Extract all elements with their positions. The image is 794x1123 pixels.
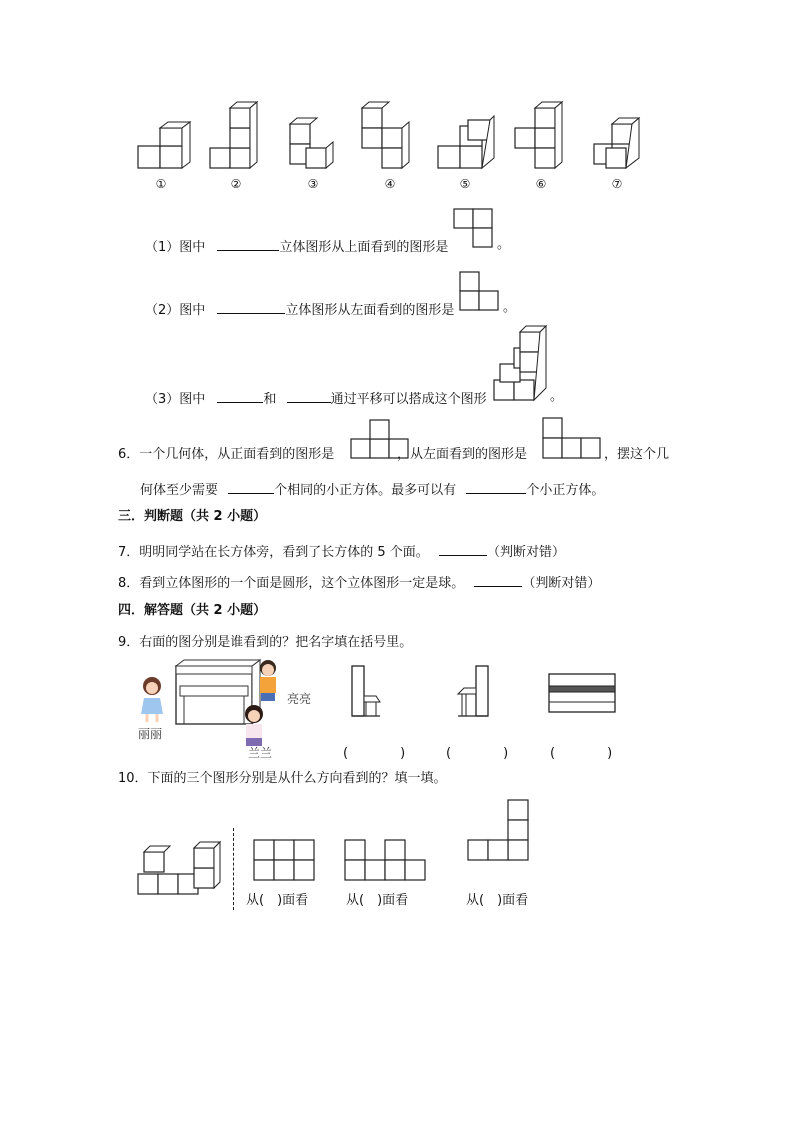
q9-bracket-3[interactable]: ( )	[550, 746, 613, 761]
name-lanlan: 兰兰	[248, 746, 273, 760]
answer-blank[interactable]	[217, 299, 285, 314]
q9-text: 9．右面的图分别是谁看到的？把名字填在括号里。	[118, 635, 413, 650]
q8-tail: （判断对错）	[522, 576, 601, 591]
divider-dashed-line	[233, 828, 234, 910]
cube-figure-5	[438, 114, 498, 172]
section-4-heading: 四．解答题（共 2 小题）	[118, 603, 267, 618]
answer-blank[interactable]	[217, 236, 279, 251]
q7-tail: （判断对错）	[486, 545, 565, 560]
q6-line2	[140, 479, 604, 500]
q6-line1-a: 6．一个几何体，从正面看到的图形是	[118, 447, 335, 462]
answer-blank[interactable]	[439, 541, 487, 556]
cube-figure-3	[290, 116, 340, 172]
q6-line1-b: ，从左面看到的图形是	[397, 447, 528, 462]
q6-line1-c: ，摆这个几	[604, 447, 670, 462]
shape-label-5: ⑤	[459, 177, 471, 191]
view-shape-a	[254, 840, 318, 884]
q10-caption-2[interactable]: 从( )面看	[346, 893, 409, 908]
q5-sub3-mid: 和	[263, 392, 277, 407]
q10-text: 10．下面的三个图形分别是从什么方向看到的？填一填。	[118, 771, 447, 786]
q5-sub3-end: 。	[550, 389, 564, 404]
cube-figure-4	[362, 102, 412, 172]
cube-figure-7	[594, 116, 644, 172]
piano-front-view	[548, 672, 618, 716]
piano-side-view-2	[452, 664, 492, 720]
shape-label-6: ⑥	[535, 177, 547, 191]
q6-line2-a: 何体至少需要	[140, 483, 219, 498]
q10-caption-1[interactable]: 从( )面看	[246, 893, 309, 908]
q5-sub2-prefix: （2）图中	[145, 303, 206, 318]
q8	[118, 572, 600, 593]
q5-sub1	[145, 236, 448, 257]
q5-sub2-suffix: 立体图形从左面看到的图形是	[285, 303, 455, 318]
answer-blank[interactable]	[474, 572, 522, 587]
q10-caption-3[interactable]: 从( )面看	[466, 893, 529, 908]
q6-line2-c: 个小正方体。	[526, 483, 605, 498]
q5-sub1-suffix: 立体图形从上面看到的图形是	[279, 240, 449, 255]
top-view-shape	[454, 209, 494, 249]
left-view-shape	[460, 272, 500, 312]
answer-blank[interactable]	[228, 479, 274, 494]
shape-label-1: ①	[155, 177, 167, 191]
q9-bracket-2[interactable]: ( )	[446, 746, 509, 761]
shape-label-2: ②	[230, 177, 242, 191]
q9-bracket-1[interactable]: ( )	[343, 746, 406, 761]
cube-figure-1	[138, 122, 188, 172]
section-3-heading: 三．判断题（共 2 小题）	[118, 509, 267, 524]
view-shape-b	[345, 840, 429, 884]
cube-figure-2	[210, 102, 260, 172]
answer-blank[interactable]	[217, 388, 263, 403]
q8-text: 8．看到立体图形的一个面是圆形，这个立体图形一定是球。	[118, 576, 465, 591]
q5-sub3	[145, 388, 487, 409]
name-lili: 丽丽	[138, 727, 163, 741]
q10-cube-figure	[138, 838, 222, 900]
q5-sub1-end: 。	[497, 237, 511, 252]
piano-side-view-1	[350, 664, 390, 720]
q5-sub3-suffix: 通过平移可以搭成这个图形	[330, 392, 487, 407]
q7-text: 7．明明同学站在长方体旁，看到了长方体的 5 个面。	[118, 545, 429, 560]
shape-label-4: ④	[384, 177, 396, 191]
name-liangliang: 亮亮	[287, 692, 312, 706]
cube-figure-6	[515, 102, 565, 172]
q5-sub2-end: 。	[503, 300, 517, 315]
q7	[118, 541, 565, 562]
q5-sub3-prefix: （3）图中	[145, 392, 206, 407]
left-view-shape-q6	[543, 418, 605, 460]
answer-blank[interactable]	[466, 479, 526, 494]
q6-line2-b: 个相同的小正方体。最多可以有	[274, 483, 457, 498]
shape-label-7: ⑦	[611, 177, 623, 191]
combined-cube-figure	[494, 324, 554, 404]
answer-blank[interactable]	[287, 388, 331, 403]
q5-sub2	[145, 299, 454, 320]
shape-label-3: ③	[307, 177, 319, 191]
q5-sub1-prefix: （1）图中	[145, 240, 206, 255]
view-shape-c	[468, 800, 532, 884]
